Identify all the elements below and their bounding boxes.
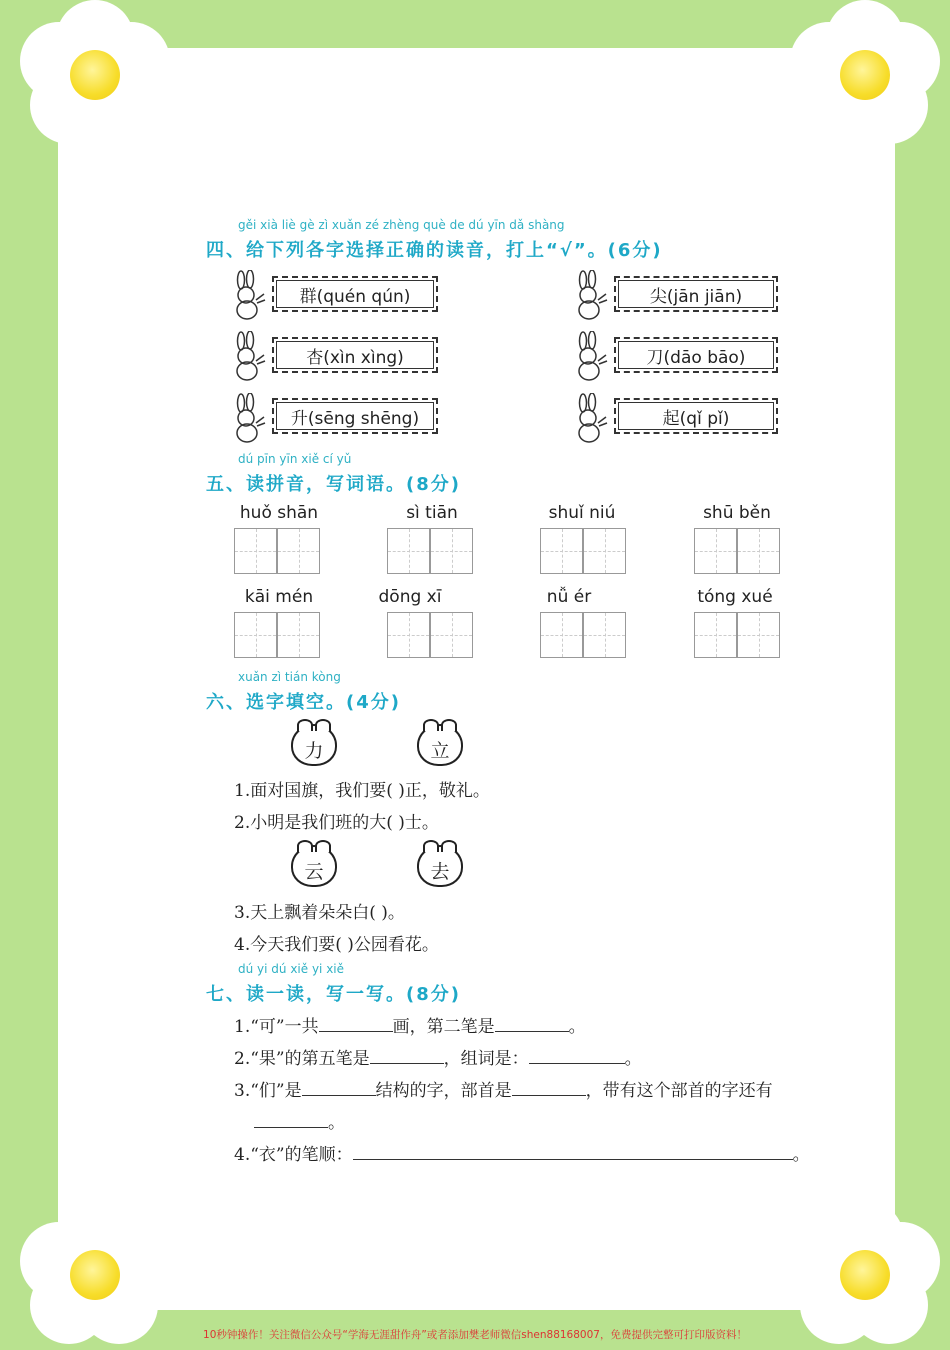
word-pinyin: sì tiān (406, 503, 458, 523)
answer-blank[interactable] (512, 1094, 586, 1096)
sec7-question-2: 2.“果”的第五笔是 ，组词是： 。 (234, 1049, 642, 1069)
flower-decoration-top-left (20, 0, 170, 150)
sec7-title: 七、读一读，写一写。(8分) (206, 984, 461, 1005)
word-pinyin: nǚ ér (546, 587, 592, 607)
answer-blank[interactable] (319, 1030, 393, 1032)
pinyin-option-box[interactable]: 杏(xìn xìng) (272, 337, 438, 373)
pinyin-option-box[interactable]: 群(quén qún) (272, 276, 438, 312)
pinyin-option-box[interactable]: 尖(jān jiān) (614, 276, 778, 312)
sec7-question-3: 3.“们”是 结构的字，部首是 ，带有这个部首的字还有 (234, 1081, 773, 1101)
writing-grid[interactable] (234, 528, 320, 574)
rabbit-icon (572, 331, 610, 381)
sec6-title: 六、选字填空。(4分) (206, 692, 401, 713)
sec6-question-3: 3.天上飘着朵朵白( )。 (234, 903, 405, 923)
answer-blank[interactable] (495, 1030, 569, 1032)
writing-grid[interactable] (387, 528, 473, 574)
writing-grid[interactable] (540, 528, 626, 574)
bear-char-card: 力 (291, 724, 337, 766)
bear-char-card: 去 (417, 845, 463, 887)
pinyin-option-box[interactable]: 升(sēng shēng) (272, 398, 438, 434)
word-pinyin: kāi mén (244, 587, 314, 607)
answer-blank[interactable] (353, 1158, 793, 1160)
answer-blank[interactable] (302, 1094, 376, 1096)
bear-char-card: 立 (417, 724, 463, 766)
writing-grid[interactable] (234, 612, 320, 658)
sec5-pinyin: dú pīn yīn xiě cí yǔ (238, 452, 352, 466)
sec7-question-3-cont: 。 (254, 1108, 345, 1133)
answer-blank[interactable] (254, 1126, 328, 1128)
word-pinyin: shuǐ niú (548, 503, 616, 523)
answer-blank[interactable] (529, 1062, 625, 1064)
sec7-question-4: 4.“衣”的笔顺： 。 (234, 1145, 810, 1165)
answer-blank[interactable] (370, 1062, 444, 1064)
rabbit-icon (230, 393, 268, 443)
footer-notice: 10秒钟操作！关注微信公众号“学海无涯甜作舟”或者添加樊老师微信shen88168007，免费提供完整可打印版资料！ (203, 1329, 747, 1341)
rabbit-icon (572, 270, 610, 320)
writing-grid[interactable] (694, 612, 780, 658)
sec7-question-1: 1.“可”一共 画，第二笔是 。 (234, 1017, 586, 1037)
rabbit-icon (572, 393, 610, 443)
word-pinyin: huǒ shān (239, 503, 319, 523)
sec6-question-4: 4.今天我们要( )公园看花。 (234, 935, 439, 955)
word-pinyin: tóng xué (697, 587, 773, 607)
sec4-pinyin: gěi xià liè gè zì xuǎn zé zhèng què de dú yīn dǎ shàng (238, 218, 565, 232)
writing-grid[interactable] (540, 612, 626, 658)
pinyin-option-box[interactable]: 起(qǐ pǐ) (614, 398, 778, 434)
sec5-title: 五、读拼音，写词语。(8分) (206, 474, 461, 495)
rabbit-icon (230, 331, 268, 381)
pinyin-option-box[interactable]: 刀(dāo bāo) (614, 337, 778, 373)
writing-grid[interactable] (387, 612, 473, 658)
sec6-question-2: 2.小明是我们班的大( )士。 (234, 813, 439, 833)
sec7-pinyin: dú yi dú xiě yi xiě (238, 962, 345, 976)
rabbit-icon (230, 270, 268, 320)
sec4-title: 四、给下列各字选择正确的读音，打上“√”。(6分) (206, 240, 663, 261)
flower-decoration-top-right (790, 0, 940, 150)
bear-char-card: 云 (291, 845, 337, 887)
sec6-pinyin: xuǎn zì tián kòng (238, 670, 341, 684)
sec6-question-1: 1.面对国旗，我们要( )正，敬礼。 (234, 781, 490, 801)
writing-grid[interactable] (694, 528, 780, 574)
word-pinyin: shū běn (703, 503, 771, 523)
word-pinyin: dōng xī (378, 587, 442, 607)
